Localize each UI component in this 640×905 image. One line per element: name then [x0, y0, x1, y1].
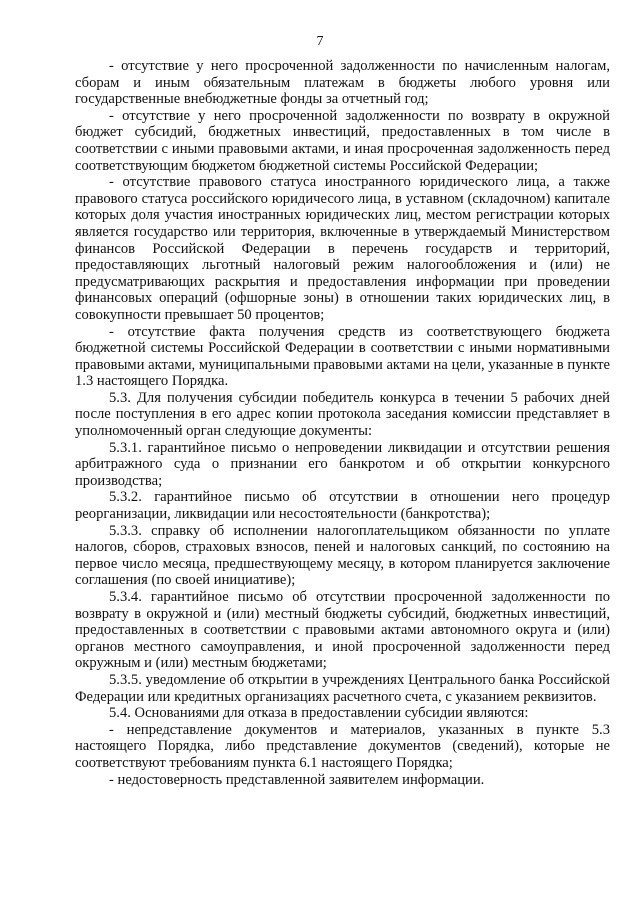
- paragraph-5-3-2: 5.3.2. гарантийное письмо об отсутствии в отношении него процедур реорганизации, ликвидации или несостоятельности (банкротства);: [75, 489, 610, 523]
- document-body: [75, 58, 610, 788]
- paragraph-no-budget-debt: - отсутствие у него просроченной задолженности по возврату в окружной бюджет субсидий, бюджетных инвестиций, предоставленных в том числе в соответствии с иными правовыми актами, и иная просроченная задолженность перед соответствующим бюджетом бюджетной системы Российской Федерации;: [75, 107, 610, 174]
- paragraph-no-tax-debt: - отсутствие у него просроченной задолженности по начисленным налогам, сборам и иным обязательным платежам в бюджеты любого уровня или государственные внебюджетные фонды за отчетный год;: [75, 58, 610, 108]
- paragraph-5-3-1: 5.3.1. гарантийное письмо о непроведении ликвидации и отсутствии решения арбитражного суда о признании его банкротом и об открытии конкурсного производства;: [75, 439, 610, 489]
- paragraph-no-other-funding: - отсутствие факта получения средств из соответствующего бюджета бюджетной системы Российской Федерации в соответствии с иными нормативными правовыми актами, муниципальными правовыми актами на цели, указанные в пункте 1.3 настоящего Порядка.: [75, 323, 610, 390]
- paragraph-no-foreign-status: - отсутствие правового статуса иностранного юридического лица, а также правового статуса российского юридичесого лица, в уставном (складочном) капитале которых доля участия иностранных юридических лиц, местом регистрации которых является государство или территория, включенные в утверждаемый Министерством финансов Российской Федерации в перечень государств и территорий, предоставляющих льготный налоговый режим налогообложения и (или) не предусматривающих раскрытия и предоставления информации при проведении финансовых операций (офшорные зоны) в отношении таких юридических лиц, в совокупности превышает 50 процентов;: [75, 174, 610, 323]
- paragraph-5-3-3: 5.3.3. справку об исполнении налогоплательщиком обязанности по уплате налогов, сборов, страховых взносов, пеней и налоговых санкций, по состоянию на первое число месяца, предшествующему месяцу, в котором планируется заключение соглашения (по своей инициативе);: [75, 522, 610, 589]
- paragraph-5-3-5: 5.3.5. уведомление об открытии в учреждениях Центрального банка Российской Федерации или кредитных организациях расчетного счета, с указанием реквизитов.: [75, 671, 610, 705]
- paragraph-refusal-documents: - непредставление документов и материалов, указанных в пункте 5.3 настоящего Порядка, либо представление документов (сведений), которые не соответствуют требованиям пункта 6.1 настоящего Порядка;: [75, 721, 610, 771]
- paragraph-refusal-false-info: - недостоверность представленной заявителем информации.: [109, 771, 485, 788]
- paragraph-5-4: 5.4. Основаниями для отказа в предоставлении субсидии являются:: [109, 705, 529, 722]
- page-number: 7: [316, 34, 324, 49]
- paragraph-5-3-4: 5.3.4. гарантийное письмо об отсутствии просроченной задолженности по возврату в окружной и (или) местный бюджеты субсидий, бюджетных инвестиций, предоставленных в соответствии с правовыми актами автономного округа и (или) органов местного самоуправления, и иной просроченной задолженности перед окружным и (или) местным бюджетами;: [75, 589, 610, 672]
- paragraph-5-3: 5.3. Для получения субсидии победитель конкурса в течении 5 рабочих дней после поступления в его адрес копии протокола заседания комиссии представляет в уполномоченный орган следующие документы:: [75, 389, 610, 440]
